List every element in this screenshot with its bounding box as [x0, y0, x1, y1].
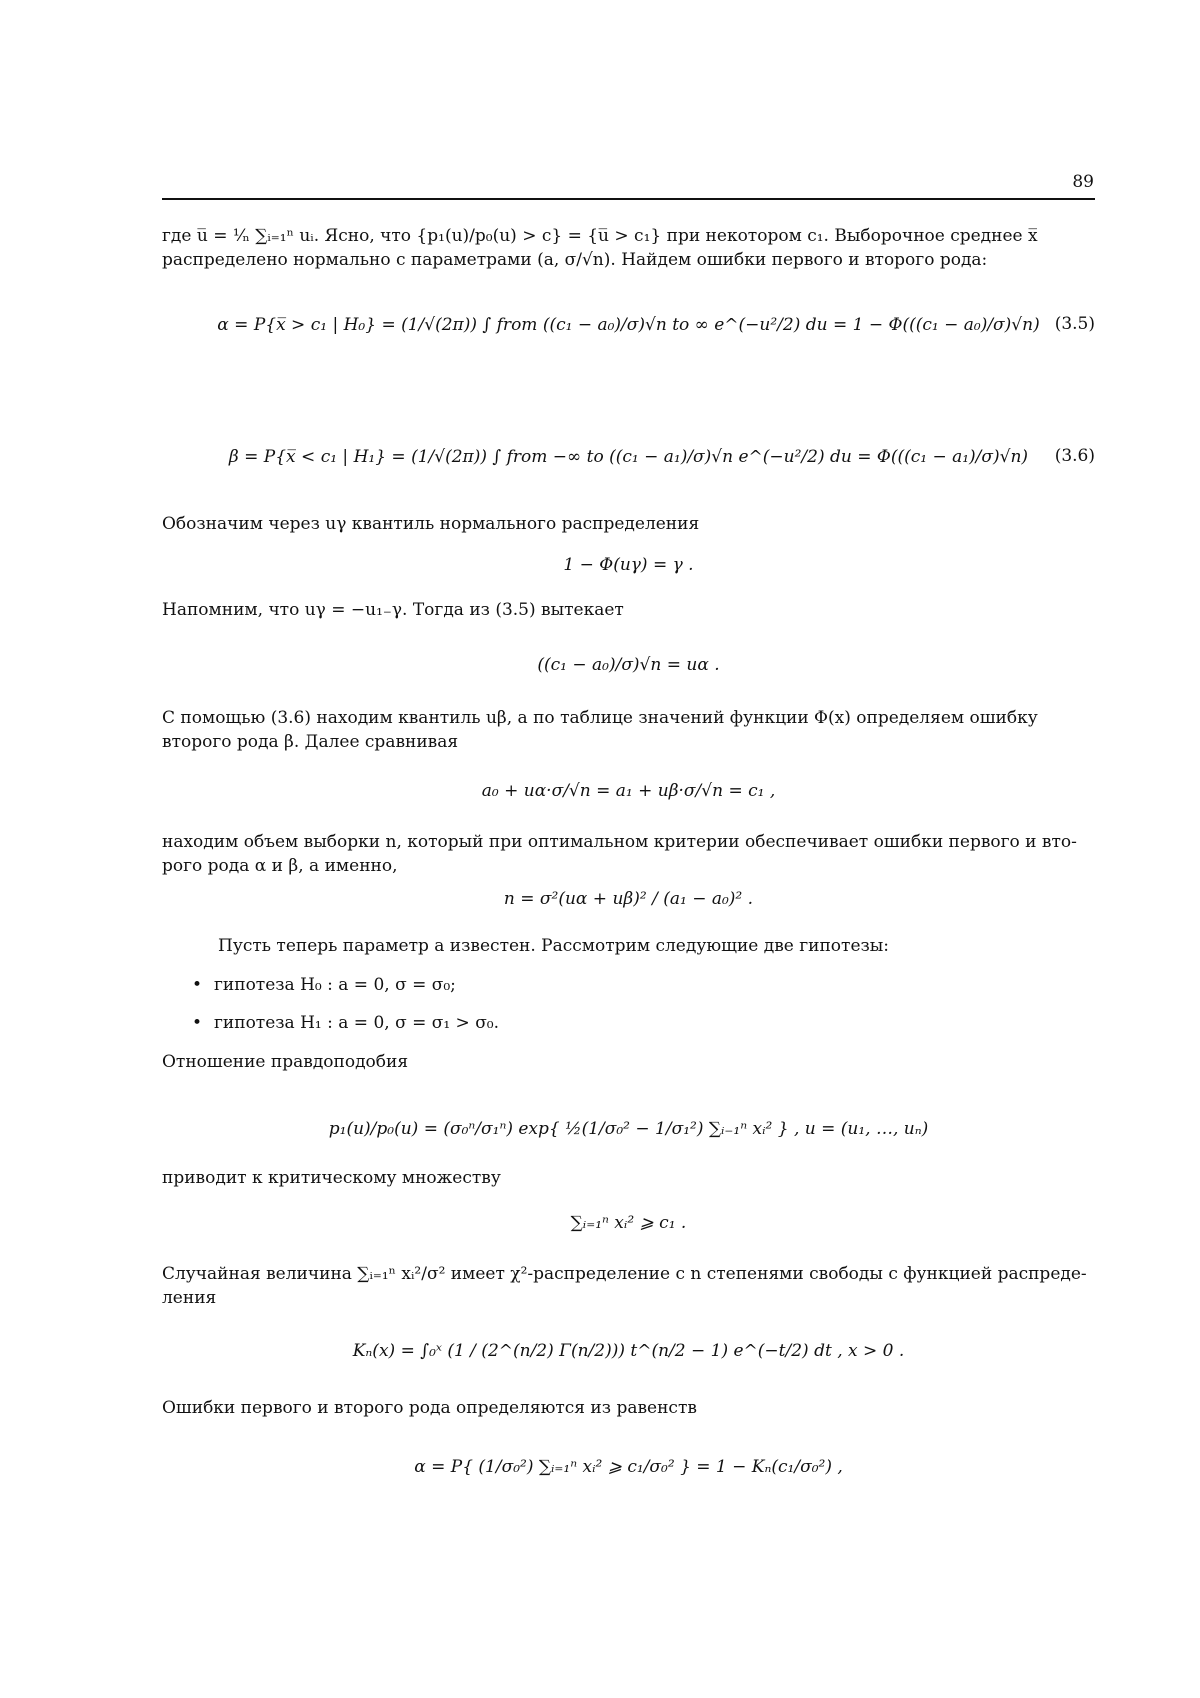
formula-critical-set: ∑ᵢ₌₁ⁿ xᵢ² ⩾ c₁ . — [570, 1213, 687, 1233]
page-number: 89 — [1072, 172, 1094, 192]
header-rule — [162, 198, 1095, 200]
bullet-marker-2: • — [192, 1013, 203, 1033]
paragraph-4a: С помощью (3.6) находим квантиль uβ, а по таблице значений функции Φ(x) определяем ошибку — [162, 708, 1038, 728]
paragraph-9a: Случайная величина ∑ᵢ₌₁ⁿ xᵢ²/σ² имеет χ²-распределение с n степенями свободы с функцией распреде- — [162, 1264, 1087, 1284]
paragraph-6: Пусть теперь параметр a известен. Рассмотрим следующие две гипотезы: — [218, 936, 890, 956]
paragraph-7: Отношение правдоподобия — [162, 1052, 409, 1072]
bullet-item-h1: гипотеза H₁ : a = 0, σ = σ₁ > σ₀. — [214, 1013, 500, 1033]
formula-3-6: β = P{x̅ < c₁ | H₁} = (1/√(2π)) ∫ from −∞ to ((c₁ − a₁)/σ)√n e^(−u²/2) du = Φ(((c₁ − a₁)/σ)√n) — [228, 447, 1029, 467]
paragraph-2: Обозначим через uγ квантиль нормального распределения — [162, 514, 700, 534]
paragraph-8: приводит к критическому множеству — [162, 1168, 501, 1188]
paragraph-3: Напомним, что uγ = −u₁₋γ. Тогда из (3.5) вытекает — [162, 600, 624, 620]
equation-number-3-5: (3.5) — [1054, 314, 1095, 334]
bullet-marker-1: • — [192, 975, 203, 995]
paragraph-4b: второго рода β. Далее сравнивая — [162, 732, 459, 752]
formula-sample-size: n = σ²(uα + uβ)² / (a₁ − a₀)² . — [503, 889, 754, 909]
formula-chi-square-cdf: Kₙ(x) = ∫₀ˣ (1 / (2^(n/2) Γ(n/2))) t^(n/2 − 1) e^(−t/2) dt , x > 0 . — [352, 1341, 905, 1361]
formula-likelihood-ratio: p₁(u)/p₀(u) = (σ₀ⁿ/σ₁ⁿ) exp{ ½(1/σ₀² − 1/σ₁²) ∑ᵢ₋₁ⁿ xᵢ² } , u = (u₁, …, uₙ) — [328, 1119, 929, 1139]
paragraph-1a: где u̅ = ¹⁄ₙ ∑ᵢ₌₁ⁿ uᵢ. Ясно, что {p₁(u)/p₀(u) > c} = {u̅ > c₁} при некотором c₁. Выборочное среднее x̅ — [162, 226, 1038, 246]
paragraph-9b: ления — [162, 1288, 217, 1308]
paragraph-1b: распределено нормально с параметрами (a, σ/√n). Найдем ошибки первого и второго рода: — [162, 250, 988, 270]
bullet-item-h0: гипотеза H₀ : a = 0, σ = σ₀; — [214, 975, 456, 995]
paragraph-10: Ошибки первого и второго рода определяются из равенств — [162, 1398, 697, 1418]
paragraph-5a: находим объем выборки n, который при оптимальном критерии обеспечивает ошибки первого и вто- — [162, 832, 1077, 852]
formula-alpha-error: α = P{ (1/σ₀²) ∑ᵢ₌₁ⁿ xᵢ² ⩾ c₁/σ₀² } = 1 − Kₙ(c₁/σ₀²) , — [414, 1457, 843, 1477]
paragraph-5b: рого рода α и β, а именно, — [162, 856, 398, 876]
equation-number-3-6: (3.6) — [1054, 446, 1095, 466]
formula-compare: a₀ + uα·σ/√n = a₁ + uβ·σ/√n = c₁ , — [481, 781, 776, 801]
formula-3-5: α = P{x̅ > c₁ | H₀} = (1/√(2π)) ∫ from ((c₁ − a₀)/σ)√n to ∞ e^(−u²/2) du = 1 − Φ(((c₁ − a₀)/σ)√n) — [217, 315, 1040, 335]
formula-u-alpha: ((c₁ − a₀)/σ)√n = uα . — [537, 655, 720, 675]
formula-quantile: 1 − Φ(uγ) = γ . — [563, 555, 694, 575]
